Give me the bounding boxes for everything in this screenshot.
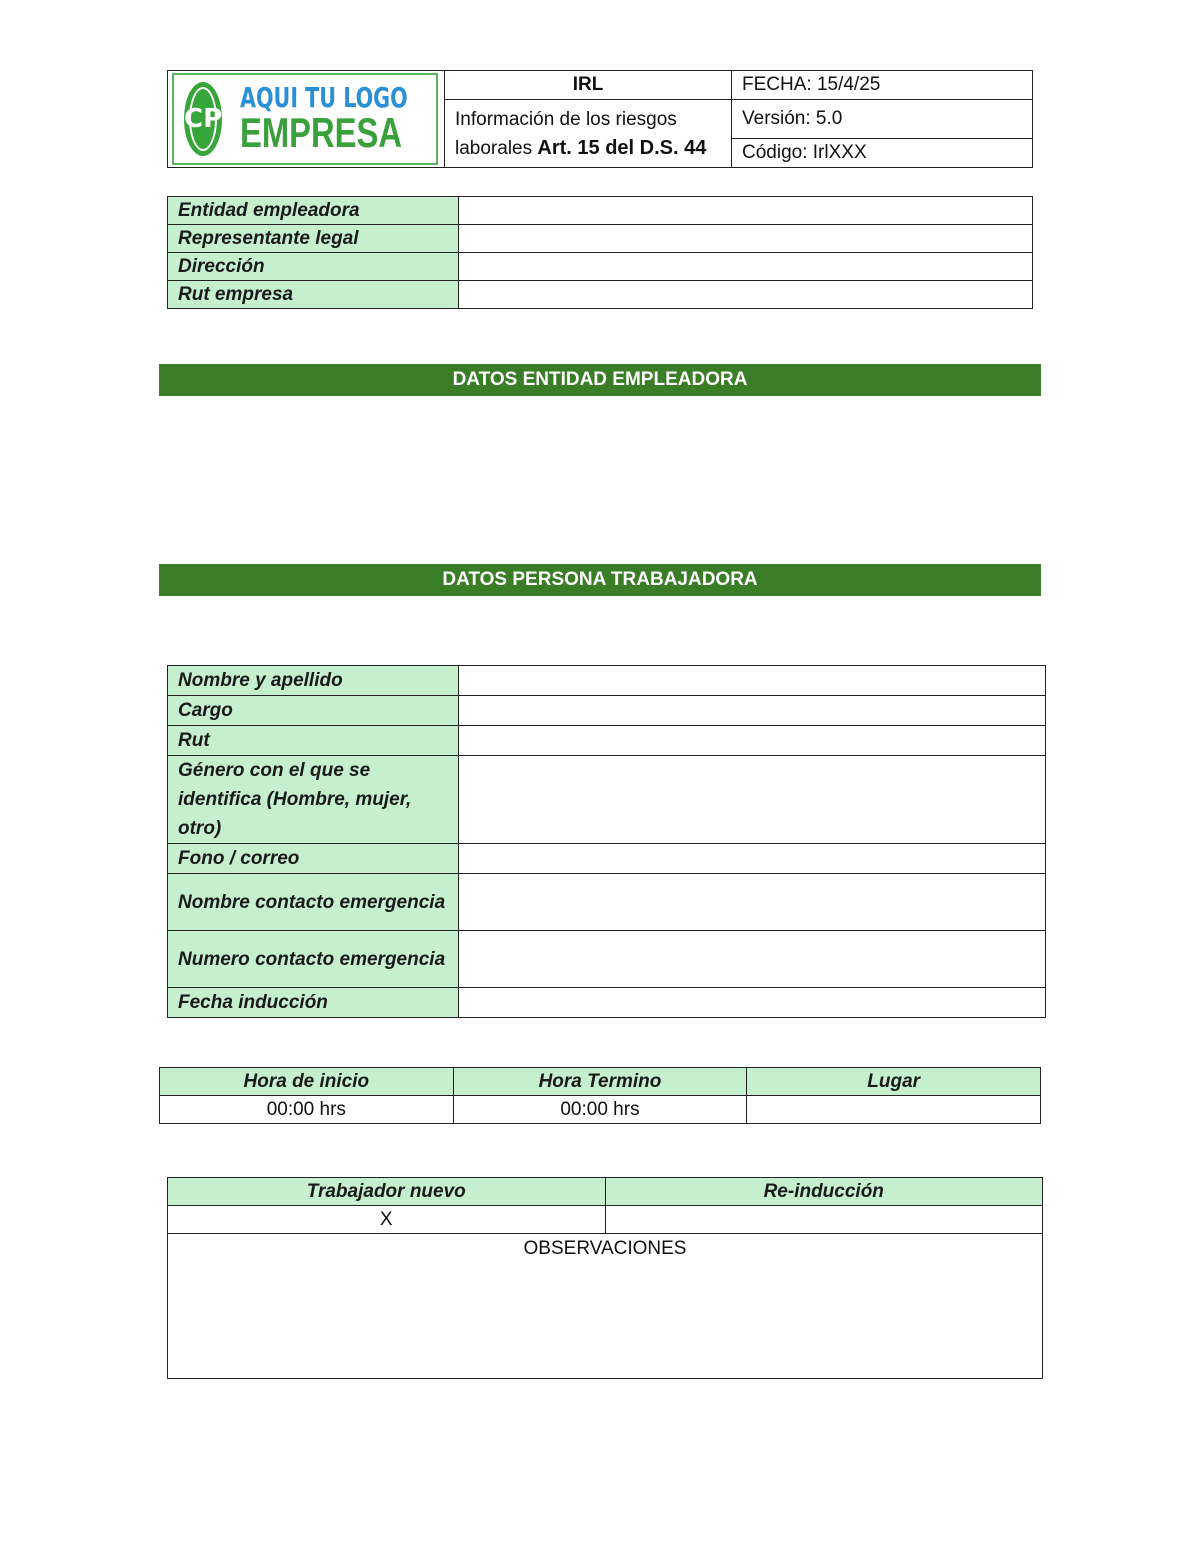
observations-field[interactable]: OBSERVACIONES [168, 1234, 1043, 1379]
schedule-table [159, 1067, 1041, 1124]
worker-value-field[interactable] [459, 874, 1046, 931]
worker-label: Nombre y apellido [168, 666, 459, 696]
table-row [168, 696, 1046, 726]
table-row [168, 253, 1033, 281]
worker-label: Nombre contacto emergencia [168, 874, 459, 931]
worker-value-field[interactable] [459, 756, 1046, 844]
entity-label: Rut empresa [168, 281, 459, 309]
table-row [168, 666, 1046, 696]
induction-header: Trabajador nuevo [168, 1178, 606, 1206]
doc-version: Versión: 5.0 [732, 100, 1033, 139]
reinduction-mark[interactable] [605, 1206, 1043, 1234]
table-row [168, 988, 1046, 1018]
table-row [168, 1234, 1043, 1379]
table-row [160, 1096, 1041, 1124]
worker-value-field[interactable] [459, 696, 1046, 726]
table-row [168, 874, 1046, 931]
worker-table [167, 665, 1046, 1018]
doc-description: Información de los riesgos laborales Art. 15 del D.S. 44 [445, 100, 732, 168]
table-row [168, 756, 1046, 844]
entity-label: Entidad empleadora [168, 197, 459, 225]
worker-label: Numero contacto emergencia [168, 931, 459, 988]
entity-value-field[interactable] [459, 197, 1033, 225]
company-logo [172, 73, 438, 165]
entity-value-field[interactable] [459, 281, 1033, 309]
logo-line1: AQUI TU LOGO [240, 81, 408, 114]
entity-value-field[interactable] [459, 225, 1033, 253]
doc-date: FECHA: 15/4/25 [732, 71, 1033, 100]
induction-table [167, 1177, 1043, 1379]
logo-emblem-icon: CP [184, 82, 222, 156]
table-row [168, 197, 1033, 225]
worker-label: Género con el que se identifica (Hombre, mujer, otro) [168, 756, 459, 844]
table-row [168, 844, 1046, 874]
worker-value-field[interactable] [459, 666, 1046, 696]
doc-code: Código: IrlXXX [732, 138, 1033, 168]
worker-section-banner: DATOS PERSONA TRABAJADORA [159, 564, 1041, 596]
entity-label: Representante legal [168, 225, 459, 253]
logo-cell [168, 71, 445, 168]
schedule-header: Hora Termino [453, 1068, 747, 1096]
worker-label: Rut [168, 726, 459, 756]
entity-value-field[interactable] [459, 253, 1033, 281]
worker-label: Fono / correo [168, 844, 459, 874]
worker-value-field[interactable] [459, 844, 1046, 874]
doc-title: IRL [445, 71, 732, 100]
entity-table [167, 196, 1033, 309]
worker-value-field[interactable] [459, 988, 1046, 1018]
new-worker-mark[interactable]: X [168, 1206, 606, 1234]
worker-value-field[interactable] [459, 931, 1046, 988]
worker-value-field[interactable] [459, 726, 1046, 756]
worker-label: Fecha inducción [168, 988, 459, 1018]
place-field[interactable] [747, 1096, 1041, 1124]
employer-section-banner: DATOS ENTIDAD EMPLEADORA [159, 364, 1041, 396]
table-row [168, 281, 1033, 309]
table-row [168, 726, 1046, 756]
end-time-field[interactable]: 00:00 hrs [453, 1096, 747, 1124]
table-row [160, 1068, 1041, 1096]
worker-label: Cargo [168, 696, 459, 726]
logo-line2: EMPRESA [240, 109, 403, 156]
table-row [168, 931, 1046, 988]
document-header [167, 70, 1033, 168]
start-time-field[interactable]: 00:00 hrs [160, 1096, 454, 1124]
entity-label: Dirección [168, 253, 459, 281]
schedule-header: Hora de inicio [160, 1068, 454, 1096]
schedule-header: Lugar [747, 1068, 1041, 1096]
induction-header: Re-inducción [605, 1178, 1043, 1206]
table-row [168, 1178, 1043, 1206]
table-row [168, 225, 1033, 253]
table-row [168, 1206, 1043, 1234]
